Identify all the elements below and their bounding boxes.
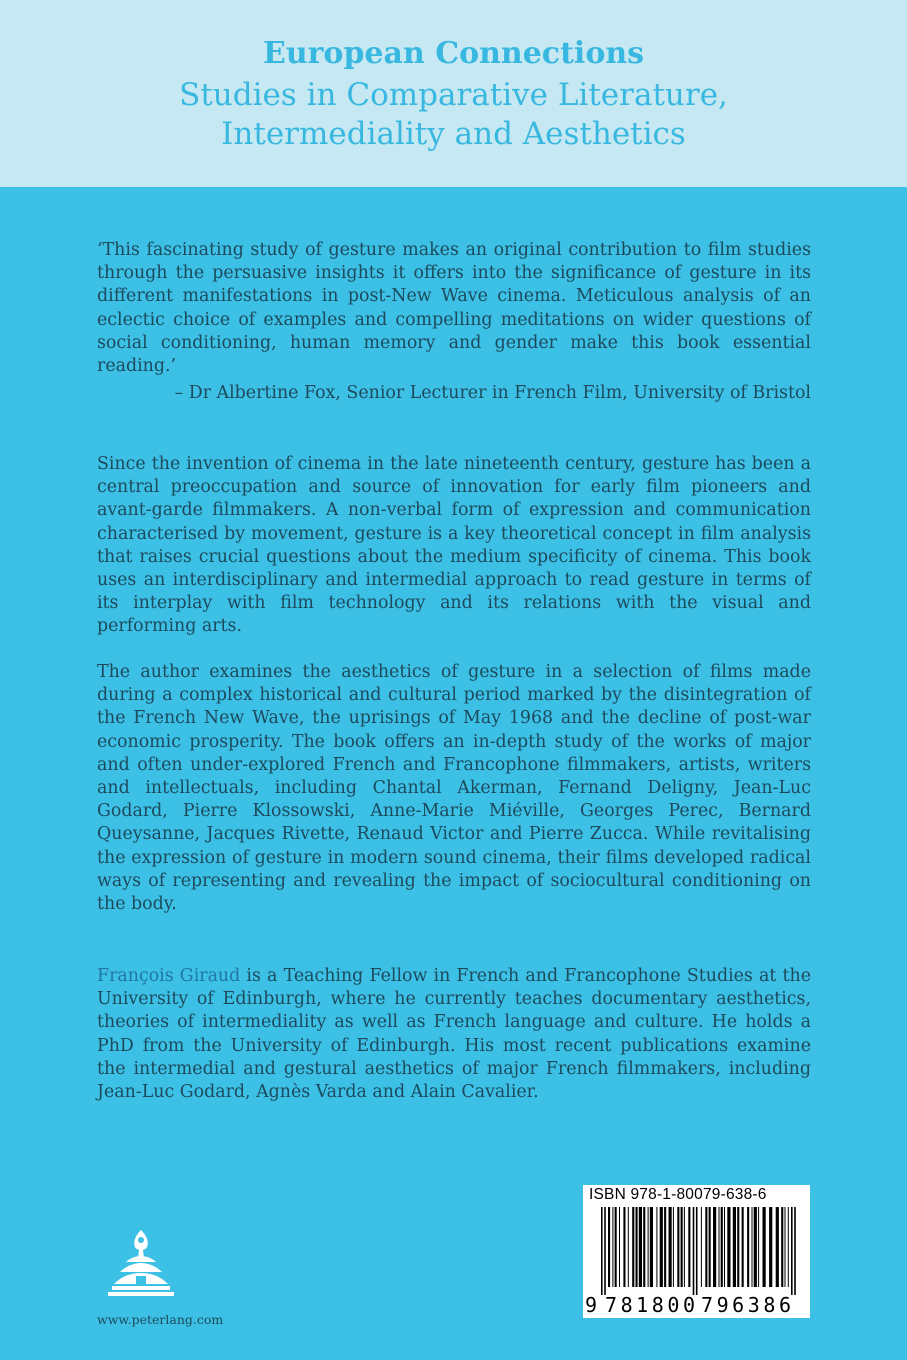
isbn-barcode [583, 1185, 810, 1318]
barcode-bar [776, 1207, 779, 1287]
barcode-digit-first: 9 [585, 1293, 598, 1317]
barcode-bar [758, 1207, 759, 1287]
barcode-bar [737, 1207, 739, 1287]
series-subtitle-line1: Studies in Comparative Literature, [179, 77, 728, 113]
barcode-bar [719, 1207, 720, 1287]
series-header [0, 0, 907, 187]
barcode-bar [709, 1207, 711, 1287]
barcode-bar [643, 1207, 645, 1287]
barcode-bar [604, 1207, 606, 1295]
barcode-bar [747, 1207, 749, 1287]
barcode-bar [752, 1207, 753, 1287]
barcode-bar [733, 1207, 736, 1287]
barcode-bar [791, 1207, 793, 1295]
endorsement-quote: ‘This fascinating study of gesture makes an original contribution to film studies through the persuasive insights it offers into the significance of gesture in its different manifestations in post-New Wave cinema. Meticulous analysis of an eclectic choice of examples and compelling meditations on wider questions of social conditioning, human memory and gender make this book essential reading.’ [97, 240, 811, 377]
description-paragraph-2: The author examines the aesthetics of gesture in a selection of films made during a complex historical and cultural period marked by the disintegration of the French New Wave, the uprisings of May 1968 and the decline of post-war economic prosperity. The book offers an in-depth study of the works of major and often under-explored French and Francophone filmmakers, artists, writers and intellectuals, including Chantal Akerman, Fernand Deligny, Jean-Luc Godard, Pierre Klossowski, Anne-Marie Miéville, Georges Perec, Bernard Queysanne, Jacques Rivette, Renaud Victor and Pierre Zucca. While revitalising the expression of gesture in modern sound cinema, their films developed radical ways of representing and revealing the impact of sociocultural conditioning on the body. [97, 662, 811, 915]
barcode-bar [660, 1207, 663, 1287]
barcode-bar [688, 1207, 690, 1287]
barcode-bar [628, 1207, 629, 1287]
barcode-bar [693, 1207, 695, 1295]
barcode-bar [619, 1207, 620, 1287]
barcode-bar [701, 1207, 702, 1287]
barcode-bar [615, 1207, 617, 1287]
barcode-bar [673, 1207, 674, 1287]
barcode-bar [754, 1207, 757, 1287]
series-subtitle-line2: Intermediality and Aesthetics [221, 116, 686, 152]
barcode-bar [608, 1207, 610, 1287]
series-subtitle [0, 76, 907, 154]
barcode-bar [664, 1207, 666, 1287]
peter-lang-logo-icon [106, 1228, 176, 1298]
barcode-bar [713, 1207, 716, 1287]
barcode-bar [656, 1207, 657, 1287]
barcode-digits-group1: 781800 [605, 1293, 695, 1317]
endorsement-attribution: – Dr Albertine Fox, Senior Lecturer in French Film, University of Bristol [174, 383, 811, 403]
description-paragraph-1: Since the invention of cinema in the late nineteenth century, gesture has been a central preoccupation and source of innovation for early film pioneers and avant-garde filmmakers. A non-verbal form of expression and communication characterised by movement, gesture is a key theoretical concept in film analysis that raises crucial questions about the medium specificity of cinema. This book uses an interdisciplinary and intermedial approach to read gesture in terms of its interplay with film technology and its relations with the visual and performing arts. [97, 454, 811, 637]
barcode-bar [669, 1207, 672, 1287]
barcode-bar [721, 1207, 723, 1287]
barcode-bar [785, 1207, 786, 1287]
barcode-bar [639, 1207, 642, 1287]
author-bio [97, 965, 811, 1104]
barcode-bar [696, 1207, 698, 1295]
barcode-bar [684, 1207, 685, 1287]
barcode-bar [601, 1207, 603, 1295]
barcode-bar [681, 1207, 683, 1287]
barcode-bar [612, 1207, 613, 1287]
barcode-bar [650, 1207, 653, 1287]
series-title: European Connections [262, 36, 645, 71]
isbn-label: ISBN 978-1-80079-638-6 [589, 1186, 767, 1203]
barcode-bar [636, 1207, 638, 1287]
barcode-digits-group2: 796386 [701, 1293, 791, 1317]
barcode-bar [788, 1207, 789, 1287]
barcode-bar [727, 1207, 730, 1287]
author-bio-text: is a Teaching Fellow in French and Francophone Studies at the University of Edinburgh, where he currently teaches documentary aesthetics, theories of intermediality as well as French language and culture. He holds a PhD from the University of Edinburgh. His most recent publications examine the intermedial and gestural aesthetics of major French filmmakers, including Jean-Luc Godard, Agnès Varda and Alain Cavalier. [97, 966, 811, 1103]
author-name: François Giraud [97, 966, 241, 986]
publisher-website: www.peterlang.com [97, 1312, 224, 1327]
barcode-bar [705, 1207, 707, 1287]
barcode-bar [623, 1207, 625, 1287]
barcode-bar [724, 1207, 725, 1287]
barcode-bar [781, 1207, 783, 1287]
barcode-bar [677, 1207, 679, 1287]
barcode-bar [794, 1207, 796, 1295]
barcode-bars [583, 1185, 810, 1318]
barcode-bar [769, 1207, 772, 1287]
barcode-bar [742, 1207, 744, 1287]
barcode-bar [763, 1207, 766, 1287]
barcode-bar [648, 1207, 649, 1287]
barcode-bar [632, 1207, 634, 1287]
